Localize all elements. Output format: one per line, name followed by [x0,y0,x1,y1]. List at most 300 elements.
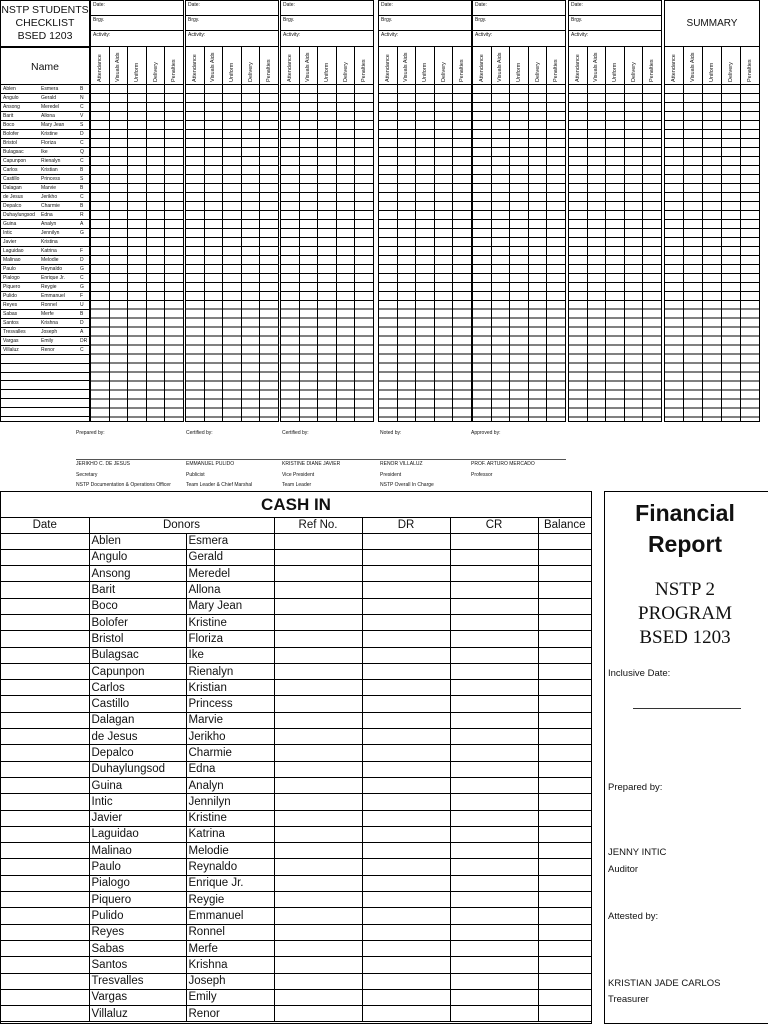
treasurer-title: Treasurer [608,994,649,1005]
activity-group [280,0,374,422]
ref-cell [274,777,362,793]
donor-last-name: Pialogo [89,875,186,891]
cr-cell [450,598,538,614]
activity-field: Activity: [568,30,662,47]
donor-last-name: Intic [89,794,186,810]
student-row [1,355,89,364]
balance-cell [538,843,591,859]
student-last-name: Ablen [3,86,16,92]
cash-in-row [1,810,591,826]
signatory-title: Publicist [186,472,205,478]
cash-in-row [1,843,591,859]
criteria-label: Attendance [671,54,677,82]
signatory-position: Team Leader & Chief Marshal [186,482,253,488]
balance-cell [538,973,591,989]
student-first-name: Princess [41,175,61,182]
donor-first-name: Gerald [186,549,274,565]
date-cell [1,875,89,891]
cr-cell [450,908,538,924]
donor-first-name: Analyn [186,777,274,793]
student-last-name: Ansong [3,103,20,110]
donor-last-name: Piquero [89,892,186,908]
dr-cell [362,892,450,908]
student-last-name: Capunpon [3,157,27,164]
student-last-name: Paulo [3,265,16,272]
student-row [1,166,89,175]
score-cells [91,85,109,422]
criteria-column [665,47,684,421]
signatory-name: EMMANUEL PULIDO [186,461,235,467]
cash-in-row [1,973,591,989]
cr-cell [450,712,538,728]
student-middle-initial: B [80,184,84,191]
student-row [1,94,89,103]
cash-in-row [1,598,591,614]
donor-first-name: Kristine [186,810,274,826]
cash-in-row [1,582,591,598]
criteria-column [260,47,278,421]
balance-cell [538,826,591,842]
student-first-name: Gerald [41,94,57,101]
checklist-title [0,0,90,47]
signatory-role: Certified by: [282,430,309,436]
balance-cell [538,908,591,924]
score-cells [703,85,721,422]
balance-cell [538,957,591,973]
score-cells [205,85,223,422]
attested-by-label: Attested by: [608,911,659,922]
student-row [1,301,89,310]
donor-last-name: Dalagan [89,712,186,728]
signatory-position: NSTP Documentation & Operations Officer [76,482,171,488]
date-cell [1,696,89,712]
student-last-name: Angulo [3,94,19,101]
date-cell [1,859,89,875]
report-title-line-2: Report [647,531,723,557]
balance-cell [538,810,591,826]
score-cells [569,85,587,422]
criteria-label: Delivery [247,62,254,82]
student-row [1,346,89,355]
criteria-header [186,47,204,85]
criteria-label: Visuals Aids [497,52,504,82]
student-first-name: Floriza [41,139,57,146]
student-row [1,265,89,274]
ref-cell [274,614,362,630]
col-cr: CR [450,518,538,533]
balance-cell [538,989,591,1005]
donor-last-name: de Jesus [89,729,186,745]
name-header: Name [0,47,90,85]
criteria-column [110,47,129,421]
criteria-column [453,47,471,421]
ref-cell [274,761,362,777]
student-last-name: Sabas [3,310,18,317]
criteria-column [318,47,337,421]
date-cell [1,892,89,908]
criteria-column [473,47,492,421]
ref-cell [274,989,362,1005]
criteria-label: Delivery [630,62,637,82]
student-last-name: Castillo [3,175,20,182]
criteria-header [223,47,241,85]
cr-cell [450,794,538,810]
balance-cell [538,729,591,745]
cr-cell [450,647,538,663]
students-checklist [0,0,760,424]
criteria-column [703,47,722,421]
student-row [1,319,89,328]
prepared-by-label: Prepared by: [608,782,663,793]
student-last-name: Bulagsac [3,148,24,155]
score-cells [588,85,606,422]
dr-cell [362,810,450,826]
student-row [1,408,89,417]
student-row [1,184,89,193]
balance-cell [538,892,591,908]
student-middle-initial: C [80,346,84,353]
cr-cell [450,989,538,1005]
criteria-label: Delivery [152,62,159,82]
student-middle-initial: N [80,94,84,101]
donor-first-name: Jerikho [186,729,274,745]
criteria-header [110,47,128,85]
score-cells [223,85,241,422]
student-row [1,121,89,130]
report-program-line-3: BSED 1203 [639,627,731,648]
col-dr: DR [362,518,450,533]
student-last-name: Malinao [3,256,21,263]
date-cell [1,614,89,630]
donor-first-name: Reygie [186,892,274,908]
donor-last-name: Bolofer [89,614,186,630]
signatory-position: Team Leader [282,482,312,488]
date-cell [1,940,89,956]
criteria-header [606,47,624,85]
student-row [1,292,89,301]
balance-cell [538,614,591,630]
auditor-name: JENNY INTIC [608,847,667,858]
balance-cell [538,777,591,793]
criteria-header [435,47,453,85]
student-row [1,229,89,238]
date-cell [1,680,89,696]
dr-cell [362,761,450,777]
cash-in-row [1,745,591,761]
criteria-header [643,47,661,85]
criteria-column [606,47,625,421]
criteria-header [355,47,373,85]
score-cells [300,85,318,422]
dr-cell [362,582,450,598]
cr-cell [450,582,538,598]
student-row [1,364,89,373]
student-middle-initial: C [80,274,84,281]
dr-cell [362,533,450,549]
dr-cell [362,973,450,989]
criteria-label: Uniform [709,62,715,82]
student-first-name: Charmie [41,202,60,209]
score-cells [684,85,702,422]
student-middle-initial: B [80,86,84,92]
cash-in-row [1,663,591,679]
score-cells [606,85,624,422]
donor-first-name: Edna [186,761,274,777]
criteria-label: Uniform [133,62,140,82]
donor-last-name: Barit [89,582,186,598]
cr-cell [450,924,538,940]
signatories [0,424,768,490]
criteria-column [529,47,548,421]
signatory-role: Noted by: [380,430,402,436]
ref-cell [274,826,362,842]
student-middle-initial: F [80,292,84,299]
ref-cell [274,1006,362,1022]
criteria-column [300,47,319,421]
student-middle-initial: A [80,220,84,227]
date-cell [1,631,89,647]
cash-in-row [1,908,591,924]
criteria-header [684,47,702,85]
cr-cell [450,745,538,761]
criteria-columns [472,47,566,422]
student-row [1,148,89,157]
criteria-column [684,47,703,421]
dr-cell [362,549,450,565]
score-cells [435,85,453,422]
score-cells [492,85,510,422]
cr-cell [450,810,538,826]
criteria-label: Attendance [191,54,198,82]
donor-first-name: Melodie [186,843,274,859]
criteria-label: Delivery [728,62,734,82]
donor-first-name: Kristian [186,680,274,696]
criteria-columns [568,47,662,422]
ref-cell [274,549,362,565]
donor-last-name: Sabas [89,940,186,956]
score-cells [453,85,471,422]
donor-first-name: Merfe [186,940,274,956]
cash-in-table [1,518,591,1022]
student-first-name: Reynaldo [41,265,63,272]
donor-first-name: Mary Jean [186,598,274,614]
ref-cell [274,680,362,696]
student-last-name: Bristol [3,139,17,146]
criteria-header [91,47,109,85]
score-cells [355,85,373,422]
criteria-label: Penalties [553,59,560,82]
balance-cell [538,598,591,614]
criteria-label: Attendance [384,54,391,82]
ref-cell [274,892,362,908]
criteria-label: Attendance [574,54,581,82]
student-middle-initial: S [80,121,84,128]
student-row [1,256,89,265]
date-field: Date: [472,0,566,15]
checklist-title-line-2: CHECKLIST [15,17,75,29]
criteria-column [223,47,242,421]
student-row [1,157,89,166]
dr-cell [362,712,450,728]
student-first-name: Rienalyn [41,157,61,164]
donor-first-name: Rienalyn [186,663,274,679]
cr-cell [450,533,538,549]
cr-cell [450,680,538,696]
donor-first-name: Joseph [186,973,274,989]
student-row [1,130,89,139]
student-name-list [0,85,90,422]
criteria-label: Penalties [459,59,466,82]
cr-cell [450,696,538,712]
criteria-label: Visuals Aids [305,52,312,82]
dr-cell [362,647,450,663]
student-row [1,193,89,202]
score-cells [147,85,165,422]
donor-last-name: Castillo [89,696,186,712]
student-middle-initial: G [80,229,84,236]
balance-cell [538,549,591,565]
criteria-column [242,47,261,421]
criteria-column [91,47,110,421]
cash-in-row [1,566,591,582]
student-first-name: Analyn [41,220,57,227]
date-field: Date: [378,0,472,15]
student-first-name: Kristian [41,166,58,173]
criteria-column [128,47,147,421]
signatory-name: KRISTINE DIANE JAVIER [282,461,341,467]
donor-last-name: Duhaylungsod [89,761,186,777]
cr-cell [450,631,538,647]
cr-cell [450,761,538,777]
financial-report-panel [604,491,768,1024]
student-row [1,274,89,283]
student-first-name: Krishna [41,319,58,326]
cr-cell [450,566,538,582]
checklist-title-line-3: BSED 1203 [17,30,73,42]
score-cells [547,85,565,422]
donor-first-name: Floriza [186,631,274,647]
balance-cell [538,696,591,712]
criteria-label: Visuals Aids [690,52,696,82]
criteria-header [416,47,434,85]
student-last-name: Boco [3,121,15,128]
activity-group [472,0,566,422]
score-cells [165,85,183,422]
criteria-column [643,47,661,421]
student-middle-initial: B [80,202,84,209]
cash-in-row [1,794,591,810]
criteria-header [128,47,146,85]
balance-cell [538,859,591,875]
criteria-column [186,47,205,421]
score-cells [416,85,434,422]
balance-cell [538,566,591,582]
cash-in-row [1,957,591,973]
student-first-name: Jennilyn [41,229,60,236]
cash-in-row [1,696,591,712]
cash-in-row [1,1006,591,1022]
cash-in-row [1,892,591,908]
ref-cell [274,696,362,712]
signatory-role: Certified by: [186,430,213,436]
student-last-name: Laguidao [3,247,24,254]
student-middle-initial: G [80,283,84,290]
cash-in-row [1,940,591,956]
dr-cell [362,663,450,679]
dr-cell [362,566,450,582]
dr-cell [362,794,450,810]
student-last-name: Duhaylungsod [3,211,35,218]
checklist-title-line-1: NSTP STUDENTS [1,4,89,16]
student-last-name: Pialogo [3,274,20,281]
report-title-line-1: Financial [635,500,735,526]
signatory-role: Prepared by: [76,430,105,436]
donor-first-name: Esmera [186,533,274,549]
student-row [1,328,89,337]
donor-last-name: Bristol [89,631,186,647]
student-first-name: Ike [41,148,48,155]
student-middle-initial: R [80,211,84,218]
signature-rule [76,459,566,460]
ref-cell [274,631,362,647]
criteria-label: Uniform [228,62,235,82]
ref-cell [274,745,362,761]
date-cell [1,957,89,973]
score-cells [722,85,740,422]
donor-last-name: Ablen [89,533,186,549]
donor-last-name: Malinao [89,843,186,859]
donor-last-name: Paulo [89,859,186,875]
brgy-field: Brgy. [378,15,472,30]
criteria-column [355,47,373,421]
student-middle-initial: U [80,301,84,308]
student-row [1,399,89,408]
score-cells [110,85,128,422]
col-ref-no: Ref No. [274,518,362,533]
donor-first-name: Ronnel [186,924,274,940]
criteria-label: Delivery [534,62,541,82]
criteria-label: Penalties [361,59,368,82]
brgy-field: Brgy. [472,15,566,30]
student-first-name: Kristine [41,130,58,137]
ref-cell [274,582,362,598]
signatory-title: Vice President [282,472,315,478]
activity-field: Activity: [280,30,374,47]
student-last-name: Vargas [3,337,19,344]
student-last-name: Guina [3,220,17,227]
student-first-name: Allona [41,112,55,119]
score-cells [379,85,397,422]
student-first-name: Mary Jean [41,121,65,128]
criteria-column [569,47,588,421]
donor-last-name: Villaluz [89,1006,186,1022]
criteria-header [242,47,260,85]
dr-cell [362,859,450,875]
date-field: Date: [185,0,279,15]
date-cell [1,794,89,810]
activity-group [185,0,279,422]
auditor-title: Auditor [608,864,639,875]
cr-cell [450,892,538,908]
report-program-line-1: NSTP 2 [654,579,715,600]
ref-cell [274,875,362,891]
student-first-name: Joseph [41,328,58,335]
student-last-name: Barit [3,112,14,119]
date-cell [1,745,89,761]
summary-columns [664,47,760,422]
student-middle-initial: G [80,265,84,272]
cash-in-row [1,859,591,875]
